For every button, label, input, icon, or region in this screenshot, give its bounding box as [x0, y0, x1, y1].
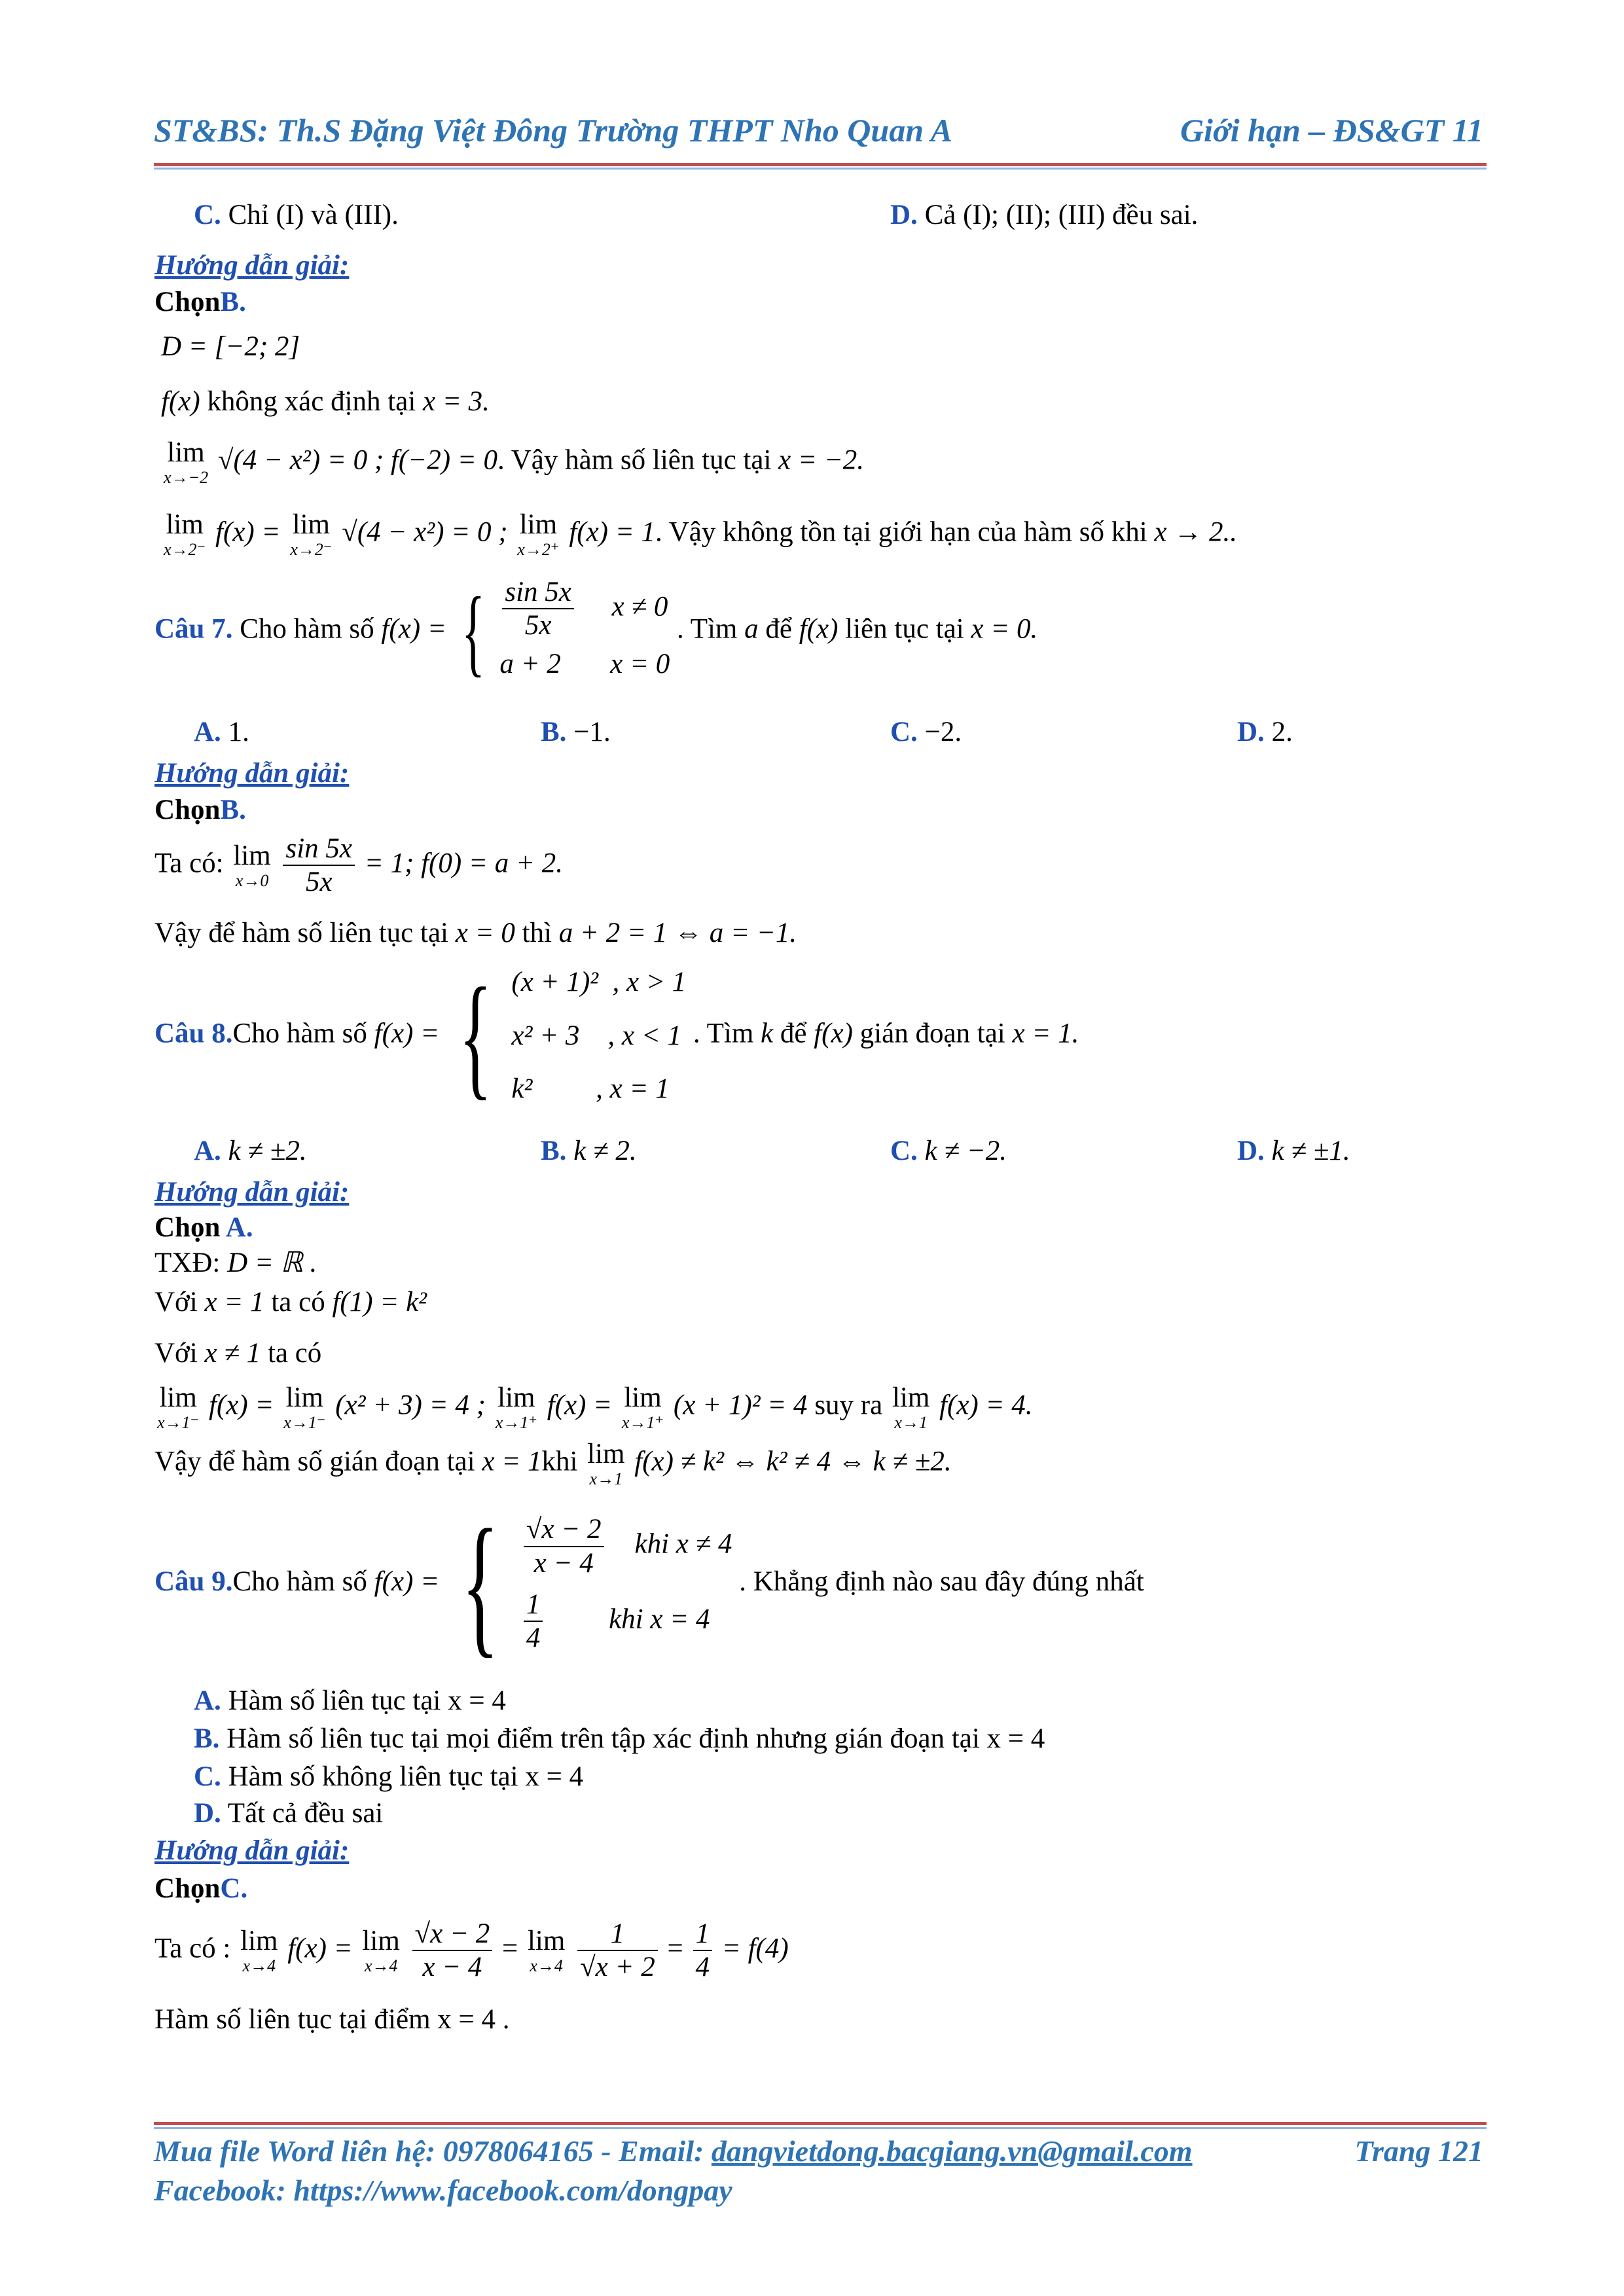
- q8-solution-5: Vậy để hàm số gián đoạn tại x = 1khi lim x→1 f(x) ≠ k² ⇔ k² ≠ 4 ⇔ k ≠ ±2.: [154, 1439, 952, 1488]
- q7-solution-1: Ta có: lim x→0 $\frac{\sin 5x}{5x}$ = 1; f(0) = a + 2.: [154, 833, 563, 898]
- q7-option-c: C. −2.: [890, 717, 962, 747]
- q7-option-a: A. 1.: [194, 717, 249, 747]
- footer-contact: Mua file Word liên hệ: 0978064165 - Email:: [154, 2134, 704, 2168]
- q9-option-b: B. Hàm số liên tục tại mọi điểm trên tập xác định nhưng gián đoạn tại x = 4: [194, 1723, 1045, 1754]
- q6-line3: lim x→−2 √(4 − x²) = 0 ; f(−2) = 0. Vậy hàm số liên tục tại x = −2.: [164, 437, 865, 487]
- q7-option-b: B. −1.: [541, 717, 611, 747]
- q6-line2: f(x) không xác định tại x = 3.: [161, 386, 490, 417]
- page-header: [154, 111, 1483, 157]
- domain-line: D = [−2; 2]: [161, 331, 300, 362]
- page-footer: [154, 2134, 1483, 2212]
- q8-solution-4: lim x→1⁻ f(x) = lim x→1⁻ (x² + 3) = 4 ; lim x→1⁺ f(x) = lim x→1⁺ (x + 1)² = 4 suy ra lim x→1 f(x) = 4.: [157, 1382, 1033, 1432]
- choose-answer: ChọnB.: [154, 287, 246, 317]
- q9-option-d: D. Tất cả đều sai: [194, 1798, 384, 1829]
- q8-option-c: C. k ≠ −2.: [890, 1136, 1007, 1166]
- q9-option-c: C. Hàm số không liên tục tại x = 4: [194, 1761, 584, 1792]
- header-author: ST&BS: Th.S Đặng Việt Đông Trường THPT Nho Quan A: [154, 112, 952, 149]
- q8-option-d: D. k ≠ ±1.: [1237, 1136, 1350, 1166]
- choose-answer: Chọn A.: [154, 1212, 253, 1243]
- footer-rule: [154, 2122, 1487, 2125]
- q8-option-b: B. k ≠ 2.: [541, 1136, 637, 1166]
- q8-solution-1: TXĐ: D = ℝ .: [154, 1247, 317, 1278]
- q6-line4: lim x→2⁻ f(x) = lim x→2⁻ √(4 − x²) = 0 ; lim x→2⁺ f(x) = 1. Vậy không tồn tại giới hạn của hàm số khi x → 2..: [164, 509, 1237, 559]
- guide-heading: Hướng dẫn giải:: [154, 1835, 350, 1866]
- choose-answer: ChọnB.: [154, 795, 246, 825]
- question-9: Câu 9.Cho hàm số f(x) = { $\frac{√x - 2}{x - 4}$ khi x ≠ 4 $\frac{1}{4}$ khi x = 4 . Khẳng định nào sau đây đúng nhất: [154, 1497, 1144, 1671]
- q7-option-d: D. 2.: [1237, 717, 1293, 747]
- choose-answer: ChọnC.: [154, 1873, 248, 1904]
- footer-facebook-link[interactable]: Facebook: https://www.facebook.com/dongpay: [154, 2174, 732, 2207]
- header-topic: Giới hạn – ĐS&GT 11: [1180, 112, 1483, 149]
- guide-heading: Hướng dẫn giải:: [154, 250, 350, 281]
- footer-email-link[interactable]: dangvietdong.bacgiang.vn@gmail.com: [711, 2134, 1193, 2168]
- q8-solution-2: Với x = 1 ta có f(1) = k²: [154, 1287, 427, 1318]
- q9-solution-1: Ta có : lim x→4 f(x) = lim x→4 $\frac{√x - 2}{x - 4}$ = lim x→4 $\frac{1}{√x + 2}$ = $\frac{1}{4}$ = f(4): [154, 1918, 789, 1983]
- prev-option-d: D. Cả (I); (II); (III) đều sai.: [890, 200, 1199, 230]
- q8-solution-3: Với x ≠ 1 ta có: [154, 1338, 322, 1369]
- prev-option-c: C. Chỉ (I) và (III).: [194, 200, 399, 230]
- guide-heading: Hướng dẫn giải:: [154, 758, 350, 789]
- footer-rule-thin: [154, 2127, 1487, 2129]
- question-8: Câu 8.Cho hàm số f(x) = { (x + 1)² , x > 1 x² + 3 , x < 1 k² , x = 1 . Tìm k để f(x) gián đoạn tại x = 1.: [154, 960, 1079, 1112]
- page-number: Trang 121: [1354, 2134, 1483, 2168]
- q8-option-a: A. k ≠ ±2.: [194, 1136, 307, 1166]
- q7-solution-2: Vậy để hàm số liên tục tại x = 0 thì a + 2 = 1 ⇔ a = −1.: [154, 918, 797, 948]
- q9-solution-2: Hàm số liên tục tại điểm x = 4 .: [154, 2004, 510, 2035]
- header-rule-thin: [154, 168, 1487, 170]
- guide-heading: Hướng dẫn giải:: [154, 1177, 350, 1208]
- question-7: Câu 7. Cho hàm số f(x) = { $\frac{\sin 5x}{5x}$ x ≠ 0 a + 2 x = 0 . Tìm a để f(x) liên tục tại x = 0.: [154, 577, 1038, 686]
- q9-option-a: A. Hàm số liên tục tại x = 4: [194, 1685, 506, 1716]
- header-rule: [154, 163, 1487, 166]
